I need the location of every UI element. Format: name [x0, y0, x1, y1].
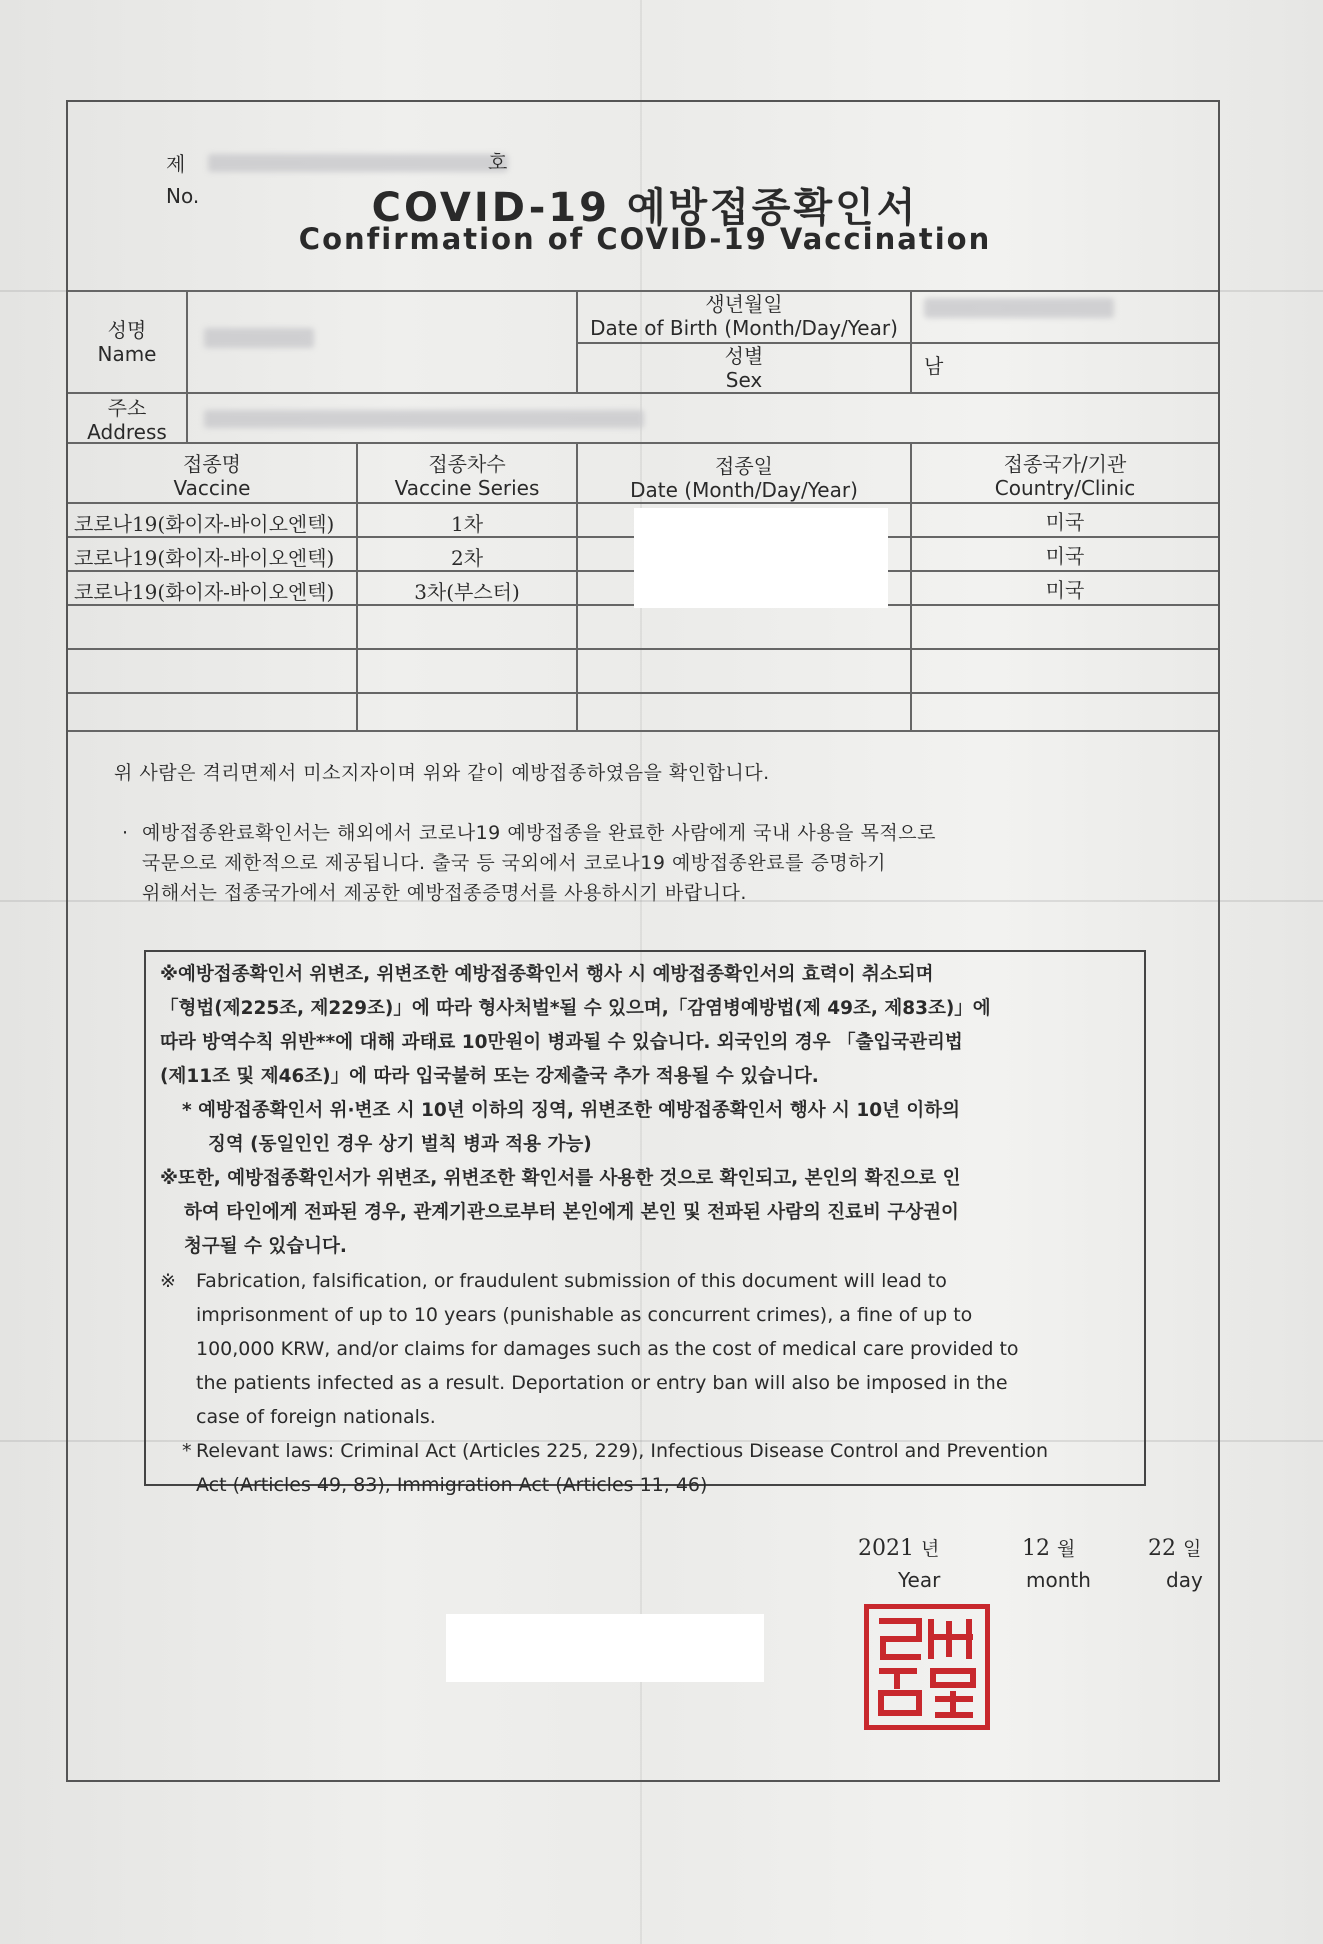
warning-korean: ※예방접종확인서 위변조, 위변조한 예방접종확인서 행사 시 예방접종확인서의 효력이 취소되며 「형법(제225조, 제229조)」에 따라 형사처벌*될 수 있으며,「감염병예방법(제 49조, 제83조)」에 따라 방역수칙 위반**에 대해 과태료 10만원이 병과될 수 있습니다. 외국인의 경우 「출입국관리법 (제11조 및 제46조)」에 따라 입국불허 또는 강제출국 추가 적용될 수 있습니다. * 예방접종확인서 위·변조 시 10년 이하의 징역, 위변조한 예방접종확인서 행사 시 10년 이하의 징역 (동일인인 경우 상기 벌칙 병과 적용 가능) ※또한, 예방접종확인서가 위변조, 위변조한 확인서를 사용한 것으로 확인되고, 본인의 확진으로 인 하여 타인에게 전파된 경우, 관계기관으로부터 본인에게 본인 및 전파된 사람의 진료비 구상권이 청구될 수 있습니다. [160, 964, 991, 1257]
header-date-en: Date (Month/Day/Year) [630, 478, 858, 502]
day-label: day [1166, 1568, 1203, 1592]
month-field: 12 월 [1022, 1536, 1076, 1561]
warning-english-mark: ※ [160, 1270, 176, 1292]
header-series-en: Vaccine Series [394, 476, 540, 500]
certificate-document [66, 100, 1220, 1782]
warning-box [144, 950, 1146, 1496]
redacted-number [208, 154, 508, 172]
notice-bullet: · [122, 822, 129, 844]
redacted-dob [924, 298, 1114, 318]
day-value: 22 [1148, 1536, 1176, 1561]
table-row-country: 미국 [1045, 578, 1085, 602]
table-row-series: 2차 [450, 546, 484, 570]
ho-label: 호 [488, 150, 508, 174]
name-label-en: Name [97, 342, 157, 366]
month-label: month [1026, 1568, 1091, 1592]
sex-label-ko: 성별 [724, 344, 764, 368]
header-date-ko: 접종일 [715, 454, 773, 478]
dob-label-ko: 생년월일 [705, 292, 783, 316]
table-row-vaccine: 코로나19(화이자-바이오엔텍) [74, 512, 335, 536]
redacted-dates [634, 508, 888, 608]
table-row-series: 3차(부스터) [414, 580, 520, 604]
table-row-vaccine: 코로나19(화이자-바이오엔텍) [74, 580, 335, 604]
no-label-en: No. [166, 184, 200, 208]
table-row-series: 1차 [450, 512, 484, 536]
sex-value: 남 [924, 354, 944, 378]
dob-label-en: Date of Birth (Month/Day/Year) [590, 316, 898, 340]
no-label-ko: 제 [166, 152, 186, 176]
header-vaccine-en: Vaccine [173, 476, 251, 500]
month-value: 12 [1022, 1536, 1050, 1561]
address-label-ko: 주소 [107, 396, 147, 420]
sex-label-en: Sex [725, 368, 763, 392]
name-label-ko: 성명 [107, 318, 147, 342]
redacted-address [204, 410, 644, 428]
warning-english: Fabrication, falsification, or fraudulent submission of this document will lead to imprisonment of up to 10 years (punishable as concurrent crimes), a fine of up to 100,000 KRW, and/or claims for damages such as the cost of medical care provided to the patients infected as a result. Deportation or entry ban will also be imposed in the case of foreign nationals. [196, 1270, 1019, 1428]
redacted-issuer [446, 1614, 764, 1682]
header-vaccine-ko: 접종명 [183, 452, 241, 476]
confirmation-statement: 위 사람은 격리면제서 미소지자이며 위와 같이 예방접종하였음을 확인합니다. [114, 762, 770, 784]
redacted-name [204, 328, 314, 348]
table-row-country: 미국 [1045, 544, 1085, 568]
page-title-en: Confirmation of COVID-19 Vaccination [298, 222, 992, 256]
year-label: Year [898, 1568, 941, 1592]
page-title: COVID-19 예방접종확인서 [371, 185, 919, 231]
header-country-en: Country/Clinic [994, 476, 1136, 500]
relevant-laws: Relevant laws: Criminal Act (Articles 225, 229), Infectious Disease Control and Prevention Act (Articles 49, 83), Immigration Act (Articles 11, 46) [196, 1440, 1049, 1496]
official-seal-icon [864, 1604, 990, 1730]
notice-text: 예방접종완료확인서는 해외에서 코로나19 예방접종을 완료한 사람에게 국내 사용을 목적으로 국문으로 제한적으로 제공됩니다. 출국 등 국외에서 코로나19 예방접종완료를 증명하기 위해서는 접종국가에서 제공한 예방접종증명서를 사용하시기 바랍니다. [142, 822, 936, 904]
address-label-en: Address [87, 420, 167, 444]
header-series-ko: 접종차수 [428, 452, 506, 476]
table-row-vaccine: 코로나19(화이자-바이오엔텍) [74, 546, 335, 570]
year-value: 2021 [858, 1536, 914, 1561]
header-country-ko: 접종국가/기관 [1003, 452, 1127, 476]
table-row-country: 미국 [1045, 510, 1085, 534]
issue-date: 2021 년 [858, 1536, 940, 1561]
laws-mark: * [182, 1440, 192, 1462]
day-field: 22 일 [1148, 1536, 1202, 1561]
